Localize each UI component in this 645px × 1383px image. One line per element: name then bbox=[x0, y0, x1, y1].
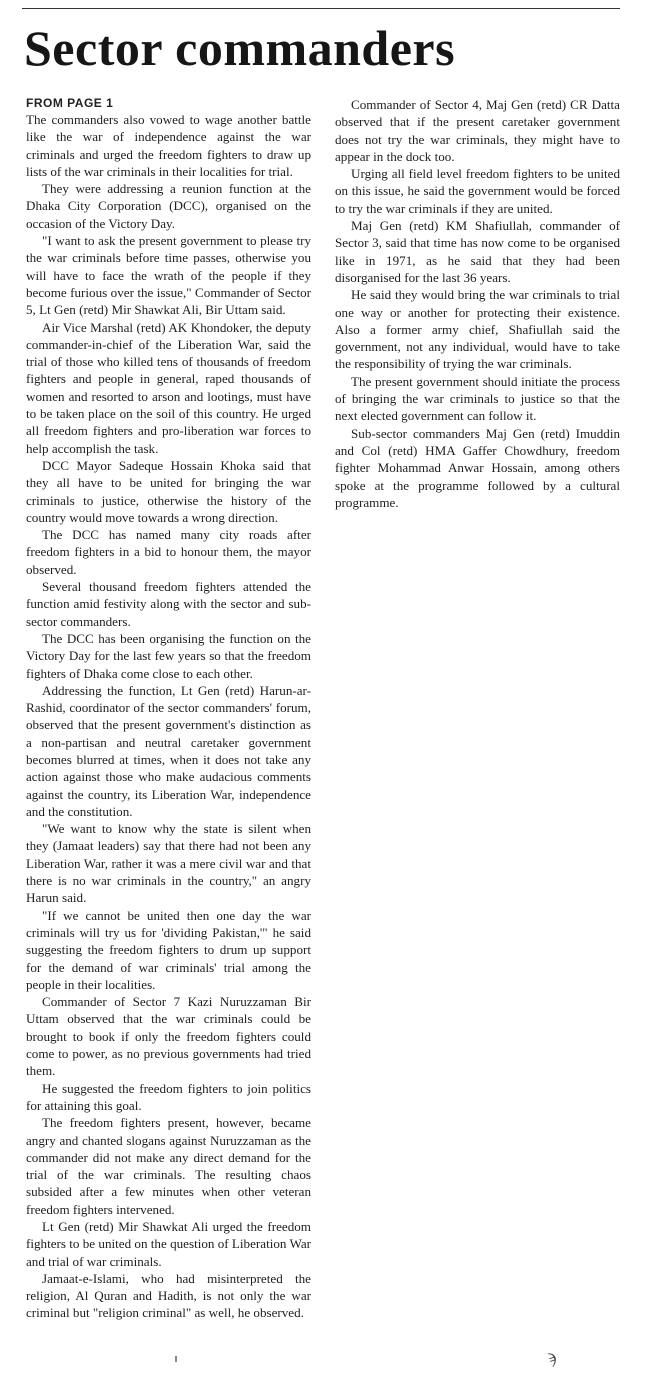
article-paragraph-1: The commanders also vowed to wage another battle like the war of independence against the war criminals and urged the freedom fighters to draw up lists of the war criminals in their localities for trial. bbox=[26, 112, 311, 179]
article-paragraph-22: Sub-sector commanders Maj Gen (retd) Imuddin and Col (retd) HMA Gaffer Chowdhury, freedom fighter Mohammad Anwar Hossain, among others spoke at the programme followed by a cultural programme. bbox=[335, 425, 620, 510]
article-body bbox=[26, 96, 620, 1336]
top-rule bbox=[22, 8, 620, 9]
continuation-kicker: FROM PAGE 1 bbox=[26, 96, 114, 110]
article-paragraph-18: Urging all field level freedom fighters to be united on this issue, he said the government would be forced to try the war criminals if they are united. bbox=[335, 166, 620, 216]
article-paragraph-6: The DCC has named many city roads after freedom fighters in a bid to honour them, the mayor observed. bbox=[26, 527, 311, 577]
article-paragraph-2: They were addressing a reunion function at the Dhaka City Corporation (DCC), organised on the occasion of the Victory Day. bbox=[26, 181, 311, 231]
article-paragraph-21: The present government should initiate the process of bringing the war criminals to justice so that the next elected government can follow it. bbox=[335, 373, 620, 424]
article-paragraph-14: The freedom fighters present, however, became angry and chanted slogans against Nuruzzaman as the commander did not make any direct demand for the trial of the war criminals. The resulting chaos subsided after a few minutes when other veteran freedom fighters intervened. bbox=[26, 1115, 311, 1217]
article-paragraph-16: Jamaat-e-Islami, who had misinterpreted the religion, Al Quran and Hadith, is not only the war criminal but "religion criminal" as well, he observed. bbox=[26, 1270, 311, 1321]
article-paragraph-8: The DCC has been organising the function on the Victory Day for the last few years so that the freedom fighters of Dhaka come close to each other. bbox=[26, 630, 311, 681]
pen-mark-glyph: ϡ bbox=[545, 1346, 560, 1368]
article-paragraph-10: "We want to know why the state is silent when they (Jamaat leaders) say that there had not been any Liberation War, rather it was a mere civil war and that there is no war criminals in the country," an angry Harun said. bbox=[26, 821, 311, 906]
article-paragraph-20: He said they would bring the war criminals to trial one way or another for protecting their existence. Also a former army chief, Shafiullah said the government, not any individual, would have to take the responsibility of trying the war criminals. bbox=[335, 287, 620, 372]
headline: Sector commanders bbox=[24, 20, 456, 76]
article-paragraph-17: Commander of Sector 4, Maj Gen (retd) CR Datta observed that if the present caretaker government does not try the war criminals, they might have to appear in the dock too. bbox=[335, 97, 620, 164]
article-paragraph-12: Commander of Sector 7 Kazi Nuruzzaman Bir Uttam observed that the war criminals could be brought to book if only the freedom fighters could come to power, as no previous governments had tried them. bbox=[26, 994, 311, 1079]
article-paragraph-19: Maj Gen (retd) KM Shafiullah, commander of Sector 3, said that time has now come to be organised like in 1971, as he said that they had been disorganised for the last 36 years. bbox=[335, 218, 620, 285]
article-paragraph-5: DCC Mayor Sadeque Hossain Khoka said that they all have to be united for bringing the war criminals to justice, otherwise the history of the country would move towards a wrong direction. bbox=[26, 457, 311, 525]
article-paragraph-7: Several thousand freedom fighters attended the function amid festivity along with the sector and sub-sector commanders. bbox=[26, 579, 311, 629]
article-paragraph-15: Lt Gen (retd) Mir Shawkat Ali urged the freedom fighters to be united on the question of Liberation War and trial of war criminals. bbox=[26, 1219, 311, 1269]
article-paragraph-13: He suggested the freedom fighters to join politics for attaining this goal. bbox=[26, 1080, 311, 1113]
article-paragraph-4: Air Vice Marshal (retd) AK Khondoker, the deputy commander-in-chief of the Liberation War, said the trial of those who killed tens of thousands of freedom fighters and people in general, raped thousands of women and resorted to arson and lootings, must have to be taken place on the soil of this country. He urged all freedom fighters and pro-liberation war forces to help accomplish the task. bbox=[26, 319, 311, 456]
article-paragraph-3: "I want to ask the present government to please try the war criminals before time passes, otherwise you will have to face the wrath of the people if they become furious over the issue," Commander of Sector 5, Lt Gen (retd) Mir Shawkat Ali, Bir Uttam said. bbox=[26, 233, 311, 318]
article-paragraph-11: "If we cannot be united then one day the war criminals will try us for 'dividing Pakistan,'" he said suggesting the freedom fighters to drum up support for the demand of war criminals' trial among the people in their localities. bbox=[26, 907, 311, 992]
article-paragraph-9: Addressing the function, Lt Gen (retd) Harun-ar-Rashid, coordinator of the sector commanders' forum, observed that the present government's distinction as a non-partisan and neutral caretaker government becomes blurred at times, when it does not take any action against those who make audacious comments against the country, its Liberation War, independence and the constitution. bbox=[26, 682, 311, 819]
margin-speck bbox=[175, 1356, 177, 1362]
